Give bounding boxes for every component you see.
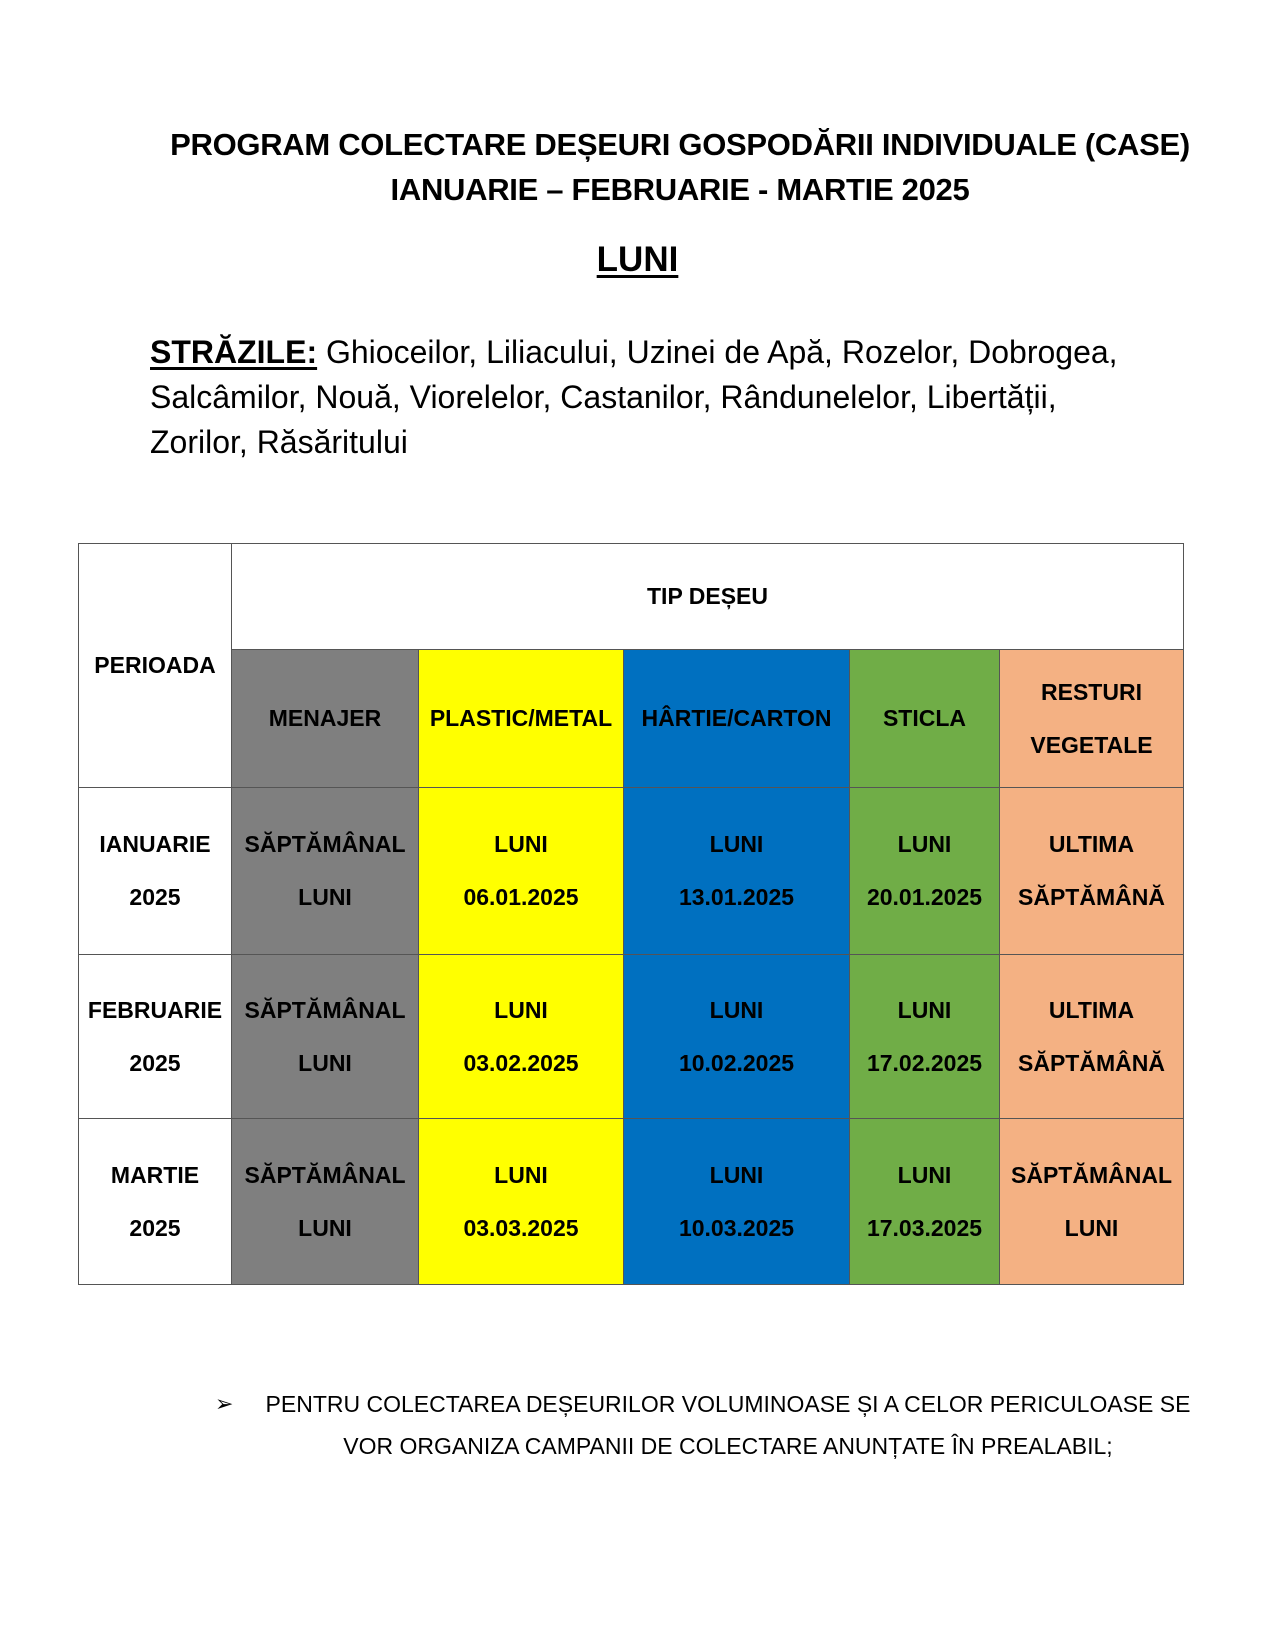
note-text: PENTRU COLECTAREA DEȘEURILOR VOLUMINOASE ȘI A CELOR PERICULOASE SE VOR ORGANIZA CAMPANII DE COLECTARE ANUNȚATE ÎN PREALABIL; — [265, 1391, 1191, 1459]
streets-paragraph — [150, 330, 1150, 465]
period-cell — [79, 1119, 232, 1285]
streets-list: Ghioceilor, Liliacului, Uzinei de Apă, Rozelor, Dobrogea, Salcâmilor, Nouă, Viorelelor, Castanilor, Rândunelelor, Libertății, Zorilor, Răsăritului — [150, 334, 1118, 460]
sticla-cell — [850, 788, 1000, 955]
hartie-date: 13.01.2025 — [678, 884, 795, 910]
resturi-line-1: ULTIMA — [1048, 831, 1135, 857]
resturi-line-1: ULTIMA — [1048, 996, 1135, 1023]
sticla-day: LUNI — [897, 831, 952, 857]
column-header-sticla: STICLA — [850, 650, 1000, 788]
column-header-resturi-vegetale — [1000, 650, 1184, 788]
menajer-day: LUNI — [298, 1214, 352, 1241]
menajer-frequency: SĂPTĂMÂNAL — [244, 996, 406, 1023]
plastic-day: LUNI — [494, 996, 548, 1023]
column-header-menajer: MENAJER — [232, 650, 419, 788]
plastic-day: LUNI — [494, 1161, 548, 1188]
hartie-cell — [624, 1119, 850, 1285]
period-year: 2025 — [129, 1049, 181, 1076]
menajer-cell — [232, 955, 419, 1119]
sticla-day: LUNI — [897, 1161, 952, 1188]
period-month: FEBRUARIE — [87, 996, 223, 1023]
resturi-line-2: LUNI — [1064, 1214, 1119, 1241]
plastic-day: LUNI — [494, 831, 548, 857]
hartie-date: 10.03.2025 — [678, 1214, 795, 1241]
period-month: IANUARIE — [99, 831, 211, 857]
note-paragraph — [215, 1383, 1205, 1467]
menajer-day: LUNI — [298, 1049, 352, 1076]
resturi-line-1: SĂPTĂMÂNAL — [1011, 1161, 1172, 1188]
period-cell — [79, 955, 232, 1119]
period-year: 2025 — [129, 1214, 181, 1241]
hartie-cell — [624, 955, 850, 1119]
plastic-date: 03.03.2025 — [463, 1214, 579, 1241]
hartie-day: LUNI — [709, 996, 764, 1023]
period-cell — [79, 788, 232, 955]
title-line-2: IANUARIE – FEBRUARIE - MARTIE 2025 — [390, 172, 970, 207]
plastic-cell — [419, 955, 624, 1119]
hartie-cell — [624, 788, 850, 955]
menajer-day: LUNI — [298, 884, 352, 910]
document-title — [150, 122, 1210, 212]
menajer-cell — [232, 1119, 419, 1285]
sticla-cell — [850, 1119, 1000, 1285]
column-header-plastic-metal: PLASTIC/METAL — [419, 650, 624, 788]
resturi-cell — [1000, 1119, 1184, 1285]
plastic-cell — [419, 1119, 624, 1285]
arrow-bullet-icon: ➢ — [215, 1391, 234, 1416]
table-row — [79, 955, 1184, 1119]
resturi-line-2: SĂPTĂMÂNĂ — [1018, 1049, 1165, 1076]
title-line-1: PROGRAM COLECTARE DEȘEURI GOSPODĂRII INDIVIDUALE (CASE) — [170, 127, 1190, 162]
sticla-cell — [850, 955, 1000, 1119]
plastic-date: 03.02.2025 — [463, 1049, 579, 1076]
menajer-cell — [232, 788, 419, 955]
plastic-cell — [419, 788, 624, 955]
period-header: PERIOADA — [79, 544, 232, 788]
day-heading: LUNI — [596, 240, 679, 279]
hartie-day: LUNI — [709, 1161, 764, 1188]
sticla-date: 20.01.2025 — [866, 884, 983, 910]
table-row — [79, 788, 1184, 955]
column-header-resturi-line-1: RESTURI — [1041, 678, 1142, 705]
hartie-day: LUNI — [709, 831, 764, 857]
sticla-date: 17.02.2025 — [866, 1049, 983, 1076]
collection-schedule-table — [78, 543, 1184, 1285]
menajer-frequency: SĂPTĂMÂNAL — [244, 1161, 406, 1188]
column-header-hartie-carton: HÂRTIE/CARTON — [624, 650, 850, 788]
hartie-date: 10.02.2025 — [678, 1049, 795, 1076]
table-row — [79, 1119, 1184, 1285]
plastic-date: 06.01.2025 — [463, 884, 579, 910]
resturi-line-2: SĂPTĂMÂNĂ — [1018, 884, 1165, 910]
streets-label: STRĂZILE: — [150, 334, 318, 370]
period-month: MARTIE — [110, 1161, 200, 1188]
column-header-resturi-line-2: VEGETALE — [1030, 731, 1153, 758]
sticla-date: 17.03.2025 — [866, 1214, 983, 1241]
waste-type-header: TIP DEȘEU — [232, 544, 1184, 650]
sticla-day: LUNI — [897, 996, 952, 1023]
menajer-frequency: SĂPTĂMÂNAL — [244, 831, 406, 857]
resturi-cell — [1000, 788, 1184, 955]
resturi-cell — [1000, 955, 1184, 1119]
period-year: 2025 — [129, 884, 181, 910]
